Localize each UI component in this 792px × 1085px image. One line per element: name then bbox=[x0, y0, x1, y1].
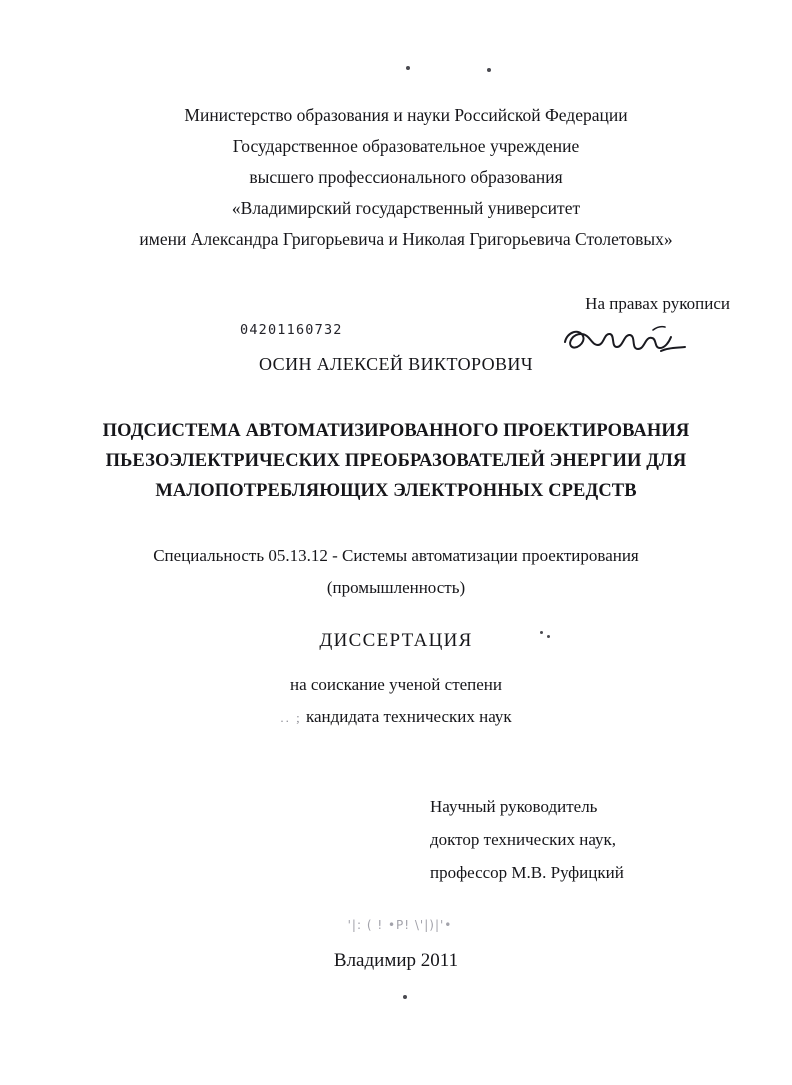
speciality-block bbox=[96, 540, 696, 604]
organization-line-1: Министерство образования и науки Российской Федерации bbox=[184, 105, 628, 125]
organization-line-4: «Владимирский государственный университет bbox=[231, 198, 581, 218]
speciality-line-2: (промышленность) bbox=[326, 578, 466, 597]
organization-block bbox=[96, 100, 716, 255]
page-title bbox=[76, 416, 716, 506]
city-and-year: Владимир 2011 bbox=[333, 950, 459, 971]
degree-line-2-text: кандидата технических наук bbox=[305, 707, 512, 726]
degree-line-2 bbox=[0, 701, 792, 734]
title-line-2: ПЬЕЗОЭЛЕКТРИЧЕСКИХ ПРЕОБРАЗОВАТЕЛЕЙ ЭНЕРГИИ ДЛЯ bbox=[105, 451, 687, 471]
scan-speck-icon bbox=[403, 995, 407, 999]
scan-smudge-text: '|: ( ! •Р! \'|)|'• bbox=[347, 918, 453, 932]
author-name: ОСИН АЛЕКСЕЙ ВИКТОРОВИЧ bbox=[259, 354, 533, 374]
organization-line-3: высшего профессионального образования bbox=[249, 167, 563, 187]
rights-note: На правах рукописи bbox=[585, 294, 730, 313]
scan-speck-icon bbox=[487, 68, 491, 72]
supervisor-line-2: доктор технических наук, bbox=[430, 830, 617, 849]
scan-artifact-prefix: .. ; bbox=[280, 710, 302, 725]
title-line-1: ПОДСИСТЕМА АВТОМАТИЗИРОВАННОГО ПРОЕКТИРОВАНИЯ bbox=[102, 421, 690, 441]
supervisor-line-3: профессор М.В. Руфицкий bbox=[430, 863, 624, 882]
work-type: ДИССЕРТАЦИЯ bbox=[319, 630, 473, 651]
organization-line-5: имени Александра Григорьевича и Николая Григорьевича Столетовых» bbox=[139, 229, 673, 249]
supervisor-block bbox=[430, 790, 710, 889]
degree-block bbox=[0, 669, 792, 734]
supervisor-line-1: Научный руководитель bbox=[430, 797, 598, 816]
registration-code: 04201160732 bbox=[240, 322, 343, 338]
title-line-3: МАЛОПОТРЕБЛЯЮЩИХ ЭЛЕКТРОННЫХ СРЕДСТВ bbox=[155, 481, 637, 501]
degree-line-1: на соискание ученой степени bbox=[289, 675, 503, 694]
scan-speck-icon bbox=[406, 66, 410, 70]
organization-line-2: Государственное образовательное учреждение bbox=[232, 136, 580, 156]
speciality-line-1: Специальность 05.13.12 - Системы автоматизации проектирования bbox=[153, 546, 639, 565]
